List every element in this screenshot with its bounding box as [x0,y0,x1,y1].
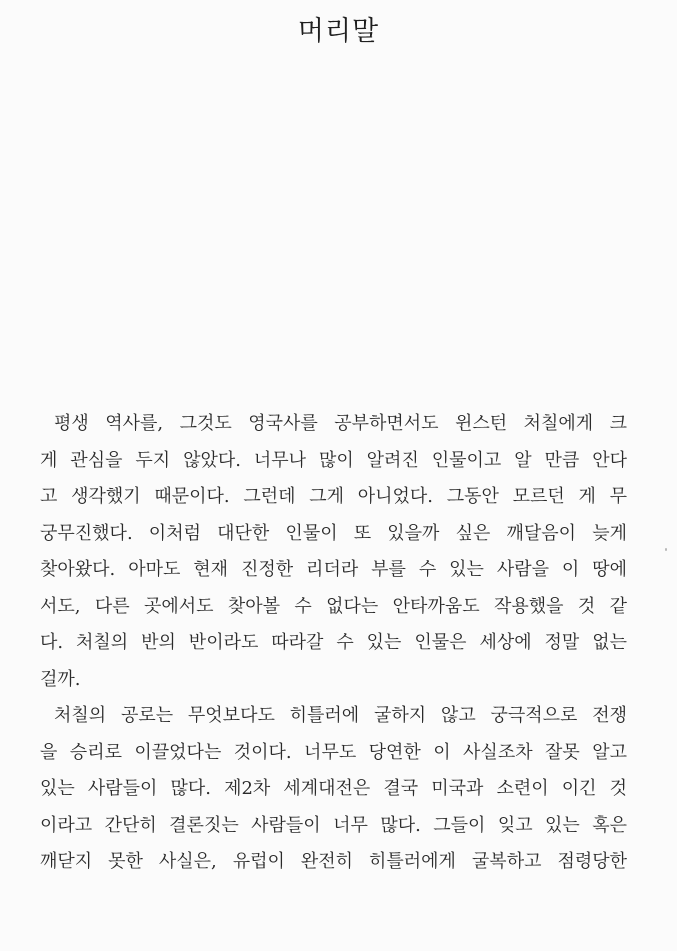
text-line: 있는 사람들이 많다. 제2차 세계대전은 결국 미국과 소련이 이긴 것 [40,778,627,799]
text-line: 궁무진했다. 이처럼 대단한 인물이 또 있을까 싶은 깨달음이 늦게 [40,522,627,544]
page-title: 머리말 [297,16,380,47]
text-line: 고 생각했기 때문이다. 그런데 그게 아니었다. 그동안 모르던 게 무 [40,486,627,507]
scan-speck [665,548,667,551]
text-line: 찾아왔다. 아마도 현재 진정한 리더라 부를 수 있는 사람을 이 땅에 [40,559,627,580]
text-line: 깨닫지 못한 사실은, 유럽이 완전히 히틀러에게 굴복하고 점령당한 [40,851,627,872]
text-line: 다. 처칠의 반의 반이라도 따라갈 수 있는 인물은 세상에 정말 없는 [40,632,627,653]
text-line: 을 승리로 이끌었다는 것이다. 너무도 당연한 이 사실조차 잘못 알고 [40,741,627,763]
text-line: 서도, 다른 곳에서도 찾아볼 수 없다는 안타까움도 작용했을 것 같 [40,595,627,617]
text-line: 걸까. [40,668,81,690]
text-line: 게 관심을 두지 않았다. 너무나 많이 알려진 인물이고 알 만큼 안다 [40,449,627,471]
text-line: 처칠의 공로는 무엇보다도 히틀러에 굴하지 않고 궁극적으로 전쟁 [54,705,627,726]
text-line: 평생 역사를, 그것도 영국사를 공부하면서도 윈스턴 처칠에게 크 [54,413,627,434]
text-line: 이라고 간단히 결론짓는 사람들이 너무 많다. 그들이 잊고 있는 혹은 [40,814,627,836]
body-text [40,406,627,881]
